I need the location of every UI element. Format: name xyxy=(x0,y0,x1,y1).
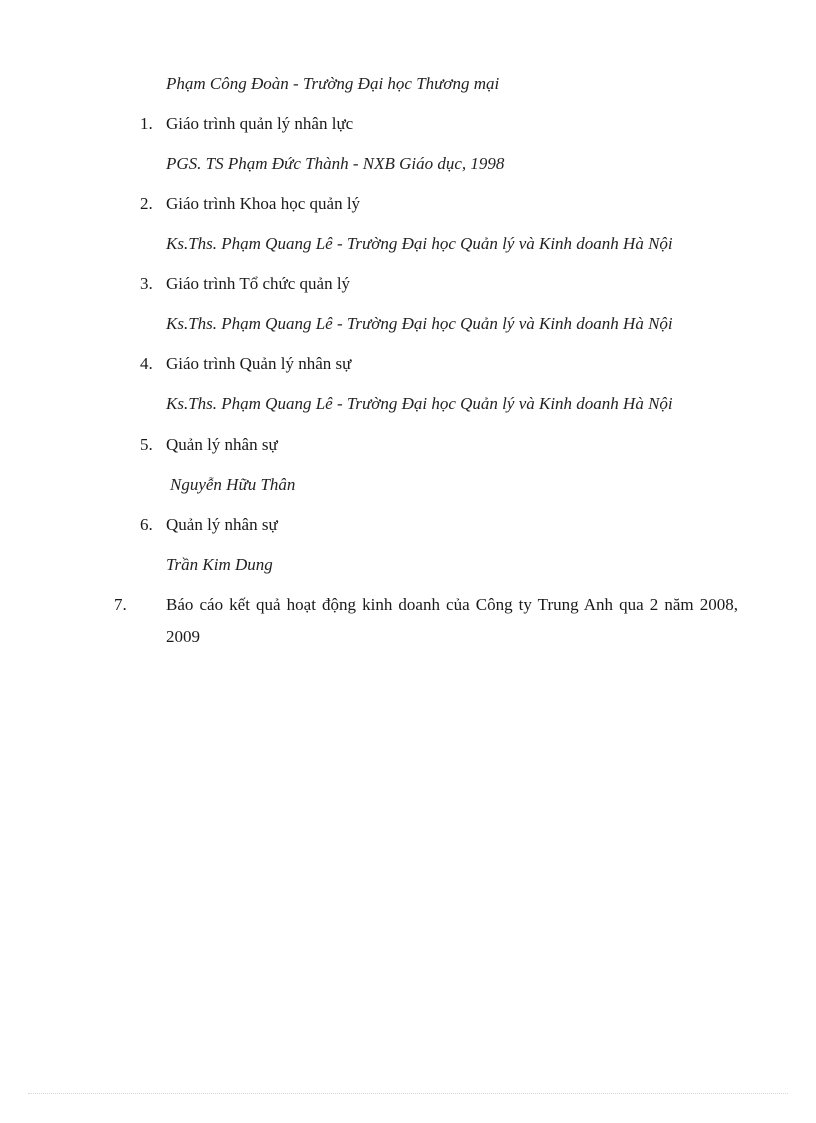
reference-author: PGS. TS Phạm Đức Thành - NXB Giáo dục, 1998 xyxy=(166,154,505,173)
reference-author: Ks.Ths. Phạm Quang Lê - Trường Đại học Quản lý và Kinh doanh Hà Nội xyxy=(166,234,673,253)
reference-author: Nguyễn Hữu Thân xyxy=(170,475,296,494)
reference-author: Ks.Ths. Phạm Quang Lê - Trường Đại học Quản lý và Kinh doanh Hà Nội xyxy=(166,394,673,413)
reference-number: 2. xyxy=(140,194,153,213)
reference-item-1 xyxy=(140,113,738,135)
page-footer-rule xyxy=(28,1093,788,1094)
reference-title: Quản lý nhân sự xyxy=(166,515,278,534)
reference-author: Ks.Ths. Phạm Quang Lê - Trường Đại học Quản lý và Kinh doanh Hà Nội xyxy=(166,314,673,333)
reference-author: Trần Kim Dung xyxy=(166,555,273,574)
reference-title: Quản lý nhân sự xyxy=(166,435,278,454)
reference-item-4 xyxy=(140,353,738,375)
reference-number: 1. xyxy=(140,114,153,133)
reference-title: Giáo trình Tổ chức quản lý xyxy=(166,274,351,293)
reference-item-6 xyxy=(140,514,738,536)
reference-number: 7. xyxy=(114,595,127,614)
reference-number: 6. xyxy=(140,515,153,534)
reference-author-lead: Phạm Công Đoàn - Trường Đại học Thương mại xyxy=(166,74,500,93)
reference-title: Giáo trình quản lý nhân lực xyxy=(166,114,354,133)
reference-entry xyxy=(114,589,738,653)
reference-item-3 xyxy=(140,273,738,295)
reference-number: 5. xyxy=(140,435,153,454)
reference-number: 4. xyxy=(140,354,153,373)
reference-item-7 xyxy=(114,589,738,653)
reference-title: Báo cáo kết quả hoạt động kinh doanh của Công ty Trung Anh qua 2 năm 2008, 2009 xyxy=(166,595,738,646)
reference-title: Giáo trình Khoa học quản lý xyxy=(166,194,361,213)
reference-item-2 xyxy=(140,193,738,215)
reference-item-5 xyxy=(140,434,738,456)
reference-number: 3. xyxy=(140,274,153,293)
reference-title: Giáo trình Quản lý nhân sự xyxy=(166,354,352,373)
